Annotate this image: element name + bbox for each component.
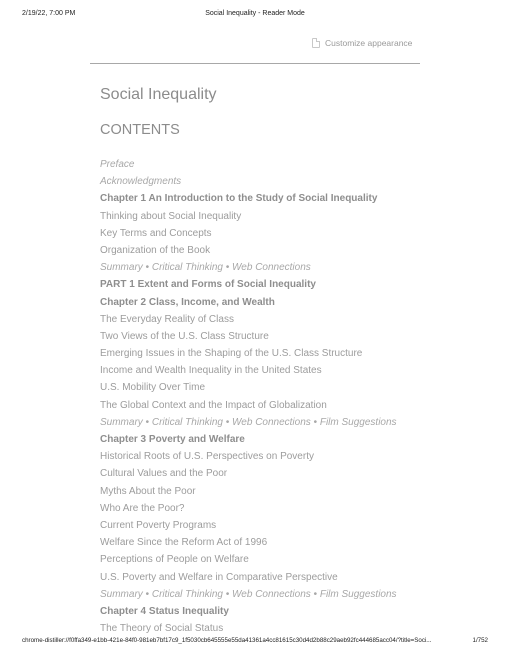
toc-item[interactable]: Chapter 1 An Introduction to the Study of Social Inequality <box>100 193 378 205</box>
toc-item[interactable]: The Everyday Reality of Class <box>100 313 234 325</box>
article-title: Social Inequality <box>100 86 217 103</box>
toc-item[interactable]: Acknowledgments <box>100 176 182 188</box>
toc-item[interactable]: Historical Roots of U.S. Perspectives on Poverty <box>100 451 314 463</box>
customize-appearance-button[interactable] <box>312 38 412 48</box>
print-footer <box>22 637 488 647</box>
toc-item[interactable]: Income and Wealth Inequality in the United States <box>100 365 322 377</box>
table-of-contents <box>100 157 397 638</box>
toc-item[interactable]: U.S. Poverty and Welfare in Comparative Perspective <box>100 571 338 583</box>
toc-item[interactable]: Summary • Critical Thinking • Web Connections <box>100 262 311 274</box>
toc-item[interactable]: The Theory of Social Status <box>100 623 224 635</box>
toc-item[interactable]: Emerging Issues in the Shaping of the U.S. Class Structure <box>100 348 363 360</box>
toc-item[interactable]: Cultural Values and the Poor <box>100 468 228 480</box>
toc-item[interactable]: Myths About the Poor <box>100 485 196 497</box>
document-icon <box>312 38 320 48</box>
toc-item[interactable]: Chapter 4 Status Inequality <box>100 605 229 617</box>
print-header <box>22 10 488 22</box>
header-divider <box>90 63 420 64</box>
toc-item[interactable]: Welfare Since the Reform Act of 1996 <box>100 537 268 549</box>
toc-item[interactable]: Organization of the Book <box>100 244 211 256</box>
print-page-title: Social Inequality - Reader Mode <box>205 10 305 17</box>
toc-item[interactable]: Current Poverty Programs <box>100 519 217 531</box>
toc-item[interactable]: Key Terms and Concepts <box>100 227 212 239</box>
toc-item[interactable]: Preface <box>100 159 135 170</box>
print-page-number: 1/752 <box>472 637 488 644</box>
toc-item[interactable]: Perceptions of People on Welfare <box>100 554 249 566</box>
print-datetime: 2/19/22, 7:00 PM <box>22 10 76 17</box>
customize-appearance-label: Customize appearance <box>325 38 413 48</box>
toc-item[interactable]: U.S. Mobility Over Time <box>100 382 206 394</box>
print-url: chrome-distiller://f0ffa349-e1bb-421e-84f0-981eb7bf17c9_1f5030cb645555e55da41361a4cc81615c30d4d2b88c29aeb92fc444685acc04/?title=Soci... <box>22 637 432 644</box>
toc-item[interactable]: PART 1 Extent and Forms of Social Inequality <box>100 279 316 291</box>
toc-item[interactable]: Chapter 2 Class, Income, and Wealth <box>100 296 275 308</box>
toc-item[interactable]: Summary • Critical Thinking • Web Connections • Film Suggestions <box>100 588 397 600</box>
toc-item[interactable]: Who Are the Poor? <box>100 502 185 514</box>
toc-item[interactable]: The Global Context and the Impact of Globalization <box>100 399 327 411</box>
toc-item[interactable]: Summary • Critical Thinking • Web Connections • Film Suggestions <box>100 416 397 428</box>
toc-item[interactable]: Thinking about Social Inequality <box>100 210 242 222</box>
contents-heading: CONTENTS <box>100 122 180 138</box>
toc-item[interactable]: Chapter 3 Poverty and Welfare <box>100 434 245 445</box>
toc-item[interactable]: Two Views of the U.S. Class Structure <box>100 330 269 342</box>
